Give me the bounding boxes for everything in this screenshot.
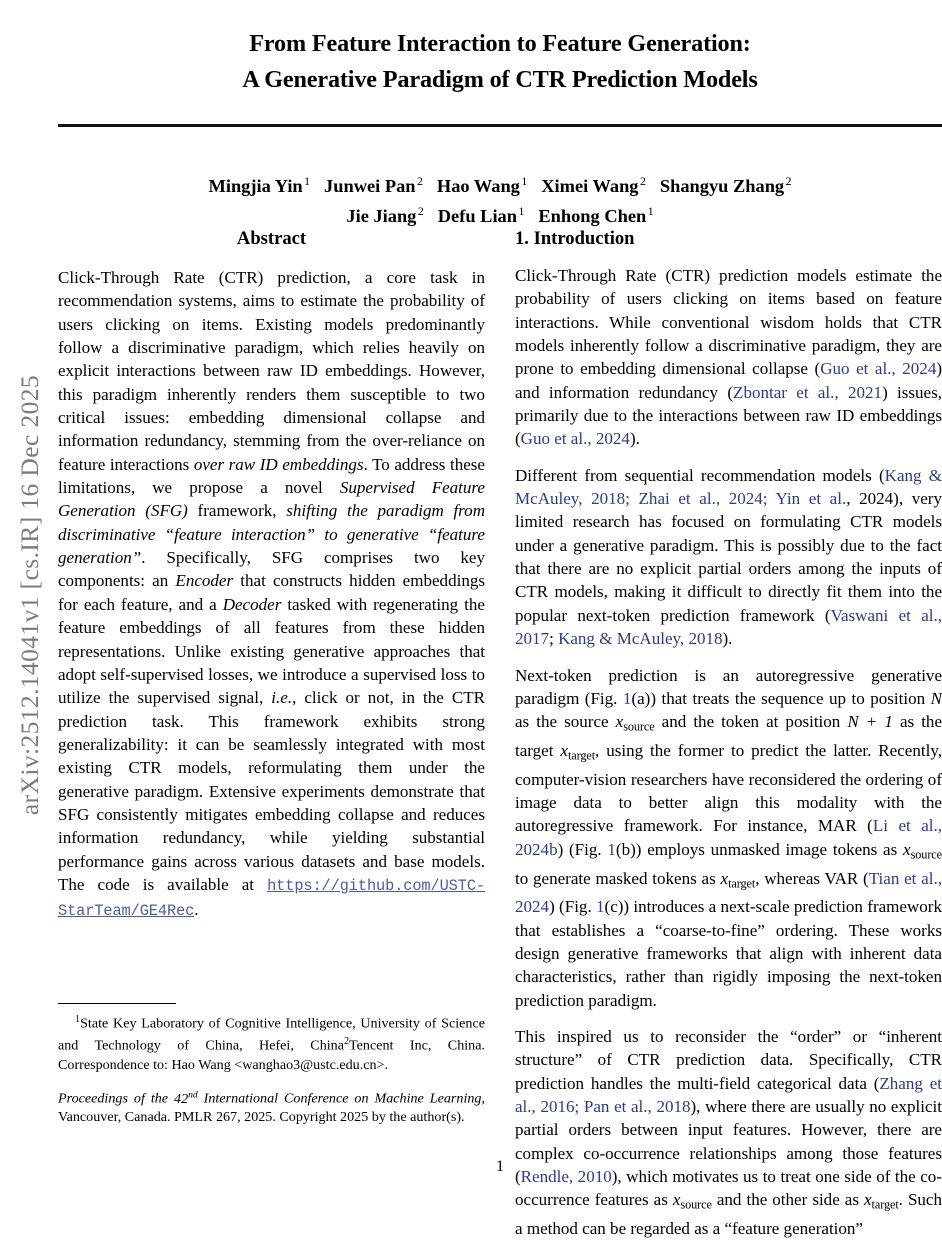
intro-paragraph-3: [515, 664, 942, 1013]
left-column: [58, 228, 485, 1168]
author: [660, 176, 792, 196]
citation-link[interactable]: Zhang et al., 2016: [515, 1073, 942, 1117]
abstract-heading: Abstract: [236, 228, 307, 249]
author-affiliation-marker: 2: [640, 175, 646, 188]
author-name: Enhong Chen: [538, 206, 647, 227]
paragraph-text: , 2024;: [715, 489, 776, 509]
abstract-emphasis: i.e.: [271, 688, 293, 708]
abstract-text: that constructs hidden embeddings for each feature, and a: [58, 571, 485, 614]
paragraph-text: ), which motivates us to treat one side of the co-occurrence features as: [515, 1167, 942, 1210]
math-variable: $x_{source}$: [903, 839, 942, 862]
paragraph-text: ).: [629, 429, 640, 449]
paragraph-text: . Such a method can be regarded as a “feature generation”: [515, 1190, 942, 1239]
paragraph-text: , 2018;: [578, 489, 639, 509]
paragraph-text: ;: [574, 1097, 584, 1117]
author-name: Hao Wang: [436, 176, 520, 197]
citation-link[interactable]: Tian et al., 2024: [515, 868, 942, 917]
author: [538, 206, 653, 226]
author: [541, 176, 646, 196]
author: [437, 176, 527, 196]
math-variable: $x_{target}$: [560, 740, 596, 763]
math-subscript: source: [910, 847, 942, 862]
author-affiliation-marker: 1: [518, 205, 525, 219]
intro-paragraph-1: [515, 264, 942, 451]
math-variable: $x_{source}$: [672, 1190, 712, 1212]
title-divider: [58, 124, 942, 127]
author-name: Jie Jiang: [346, 206, 417, 227]
author-affiliation-marker: 1: [304, 175, 311, 188]
paragraph-text: (c)) introduces a next-scale prediction framework that establishes a “coarse-to-fine” ordering. These works design generative frameworks that align with inherent data characteristics, rather than rigidly imposing the next-token prediction paradigm.: [515, 897, 942, 1010]
author-name: Mingjia Yin: [208, 176, 303, 197]
paragraph-text: ) issues, primarily due to the interactions between raw ID embeddings (: [515, 382, 942, 449]
footnote-text: State Key Laboratory of Cognitive Intelligence, University of Science and Technology of China, Hefei, China: [58, 1015, 485, 1054]
arxiv-stamp: [0, 0, 46, 1200]
abstract-text: framework,: [187, 501, 287, 521]
title-line-1: From Feature Interaction to Feature Generation:: [249, 30, 751, 57]
figure-reference-link[interactable]: 1: [622, 688, 632, 708]
title-line-2: A Generative Paradigm of CTR Prediction Models: [242, 66, 758, 93]
author-affiliation-marker: 2: [785, 175, 792, 188]
proceedings-ordinal: nd: [188, 1089, 198, 1101]
author-row-2: [58, 199, 942, 229]
abstract-paragraph: [58, 266, 485, 924]
math-variable: $x_{target}$: [863, 1190, 899, 1212]
abstract-emphasis: over raw ID embeddings: [193, 454, 364, 474]
abstract-text: , click or not, in the CTR prediction task. This framework exhibits strong generalizability: it can be seamlessly integrated with most existing CTR models, reformulating them under the generative paradigm. Extensive experiments demonstrate that SFG consistently mitigates embedding collapse and reduces information redundancy, while yielding substantial performance gains across various datasets and base models. The code is available at: [58, 688, 485, 894]
paragraph-text: ), where there are usually no explicit partial orders between input features. However, there are complex co-occurrence relationships among those features (: [515, 1097, 942, 1187]
paragraph-text: and the other side as: [711, 1190, 864, 1210]
page-number: 1: [496, 1158, 504, 1175]
footnote-text: Tencent Inc, China. Correspondence to: Hao Wang <wanghao3@ustc.edu.cn>.: [58, 1037, 486, 1073]
right-column: [515, 228, 942, 1239]
proceedings-note: [58, 1086, 485, 1127]
footnote-block: [58, 1003, 485, 1127]
two-column-body: [58, 228, 942, 1239]
abstract-text: tasked with regenerating the feature embeddings of all features from these hidden representations. Unlike existing generative approaches that adopt self-supervised losses, we introduce a supervised loss to utilize the supervised signal,: [58, 594, 485, 708]
abstract-emphasis: Supervised Feature Generation (SFG): [58, 478, 485, 521]
abstract-emphasis: Encoder: [175, 571, 234, 591]
paragraph-text: (a)) that treats the sequence up to position: [631, 688, 931, 708]
paragraph-text: ).: [722, 629, 733, 649]
paragraph-text: , using the former to predict the latter. Recently, computer-vision researchers have reconsidered the ordering of image data to better align this modality with the autoregressive framework. For instance, MAR (: [515, 740, 942, 836]
intro-paragraph-4: [515, 1025, 942, 1241]
author-affiliation-marker: 1: [521, 175, 528, 188]
paragraph-text: as the source: [515, 712, 616, 732]
abstract-emphasis: Decoder: [222, 594, 282, 614]
citation-link[interactable]: Li et al., 2024b: [515, 816, 942, 859]
citation-link[interactable]: Vaswani et al., 2017: [515, 605, 942, 649]
paragraph-text: Different from sequential recommendation models (: [515, 465, 885, 485]
paragraph-text: (b)) employs unmasked image tokens as: [615, 839, 904, 859]
author-name: Junwei Pan: [324, 176, 416, 197]
footnote-marker: 2: [343, 1036, 350, 1048]
author: [438, 206, 525, 226]
paragraph-text: , 2024), very limited research has focused on formulating CTR models under a generative paradigm. This is possibly due to the fact that there are no explicit partial orders among the inputs of CTR models, making it difficult to directly fit them into the popular next-token prediction framework (: [515, 489, 942, 625]
citation-link[interactable]: Zbontar et al., 2021: [733, 382, 883, 402]
abstract-text: . Specifically, SFG comprises two key components: an: [58, 548, 485, 591]
author-affiliation-marker: 2: [417, 205, 424, 219]
math-variable: $x_{source}$: [615, 712, 655, 734]
paragraph-text: ) (Fig.: [549, 897, 597, 917]
paragraph-text: Click-Through Rate (CTR) prediction models estimate the probability of users clicking on items based on feature interactions. While conventional wisdom holds that CTR models inherently follow a discriminative paradigm, they are prone to embedding dimensional collapse (: [515, 266, 942, 379]
math-subscript: target: [567, 748, 596, 763]
footnote-divider: [58, 1003, 176, 1004]
author: [346, 206, 423, 226]
author-row-1: [58, 169, 942, 199]
paragraph-text: This inspired us to reconsider the “order” or “inherent structure” of CTR prediction data. Specifically, CTR prediction handles the multi-field categorical data (: [515, 1027, 942, 1093]
citation-link[interactable]: Yin et al.: [775, 489, 847, 509]
proceedings-volume: [174, 1091, 198, 1107]
abstract-text: .: [194, 900, 199, 920]
introduction-heading: 1. Introduction: [515, 228, 635, 249]
math-subscript: target: [871, 1197, 899, 1212]
author: [208, 176, 310, 196]
paragraph-text: Next-token prediction is an autoregressive generative paradigm (Fig.: [515, 665, 942, 708]
proceedings-number: 42: [174, 1090, 189, 1107]
citation-link[interactable]: Pan et al., 2018: [583, 1097, 691, 1117]
citation-link[interactable]: Kang & McAuley: [515, 465, 942, 509]
abstract-text: Click-Through Rate (CTR) prediction, a core task in recommendation systems, aims to estimate the probability of users clicking on items. Existing models predominantly follow a discriminative paradigm, which relies heavily on explicit interactions between raw ID embeddings. However, this paradigm inherently renders them susceptible to two critical issues: embedding dimensional collapse and information redundancy, stemming from the over-reliance on feature interactions: [58, 268, 485, 474]
github-repo-link[interactable]: https://github.com/USTC-StarTeam/GE4Rec: [58, 876, 485, 921]
proceedings-text: Proceedings of the: [58, 1090, 175, 1107]
figure-reference-link[interactable]: 1: [596, 897, 605, 917]
paragraph-text: ) and information redundancy (: [515, 359, 942, 402]
citation-link[interactable]: Guo et al., 2024: [520, 429, 630, 449]
citation-link[interactable]: Guo et al., 2024: [820, 359, 937, 379]
author-name: Defu Lian: [437, 206, 517, 227]
paragraph-text: , whereas VAR (: [755, 868, 869, 888]
footnote-marker: 1: [75, 1014, 81, 1025]
page-title: [58, 0, 942, 98]
citation-link[interactable]: Rendle, 2010: [520, 1167, 612, 1187]
paragraph-text: as the target: [515, 712, 942, 760]
paper-page: [58, 0, 942, 1239]
arxiv-stamp-text: arXiv:2512.14041v1 [cs.IR] 16 Dec 2025: [15, 374, 44, 816]
math-variable: N: [930, 688, 942, 708]
citation-link[interactable]: Kang & McAuley, 2018: [558, 629, 723, 649]
author-name: Ximei Wang: [541, 176, 639, 197]
abstract-emphasis: shifting the paradigm from discriminative “feature interaction” to generative “feature generation”: [58, 501, 485, 568]
paragraph-text: and the token at position: [654, 712, 848, 732]
paragraph-text: ) (Fig.: [557, 839, 608, 859]
proceedings-text: , Vancouver, Canada. PMLR 267, 2025. Copyright 2025 by the author(s).: [58, 1090, 485, 1126]
math-subscript: source: [623, 719, 655, 734]
math-variable: $x_{target}$: [720, 868, 756, 890]
author-name: Shangyu Zhang: [659, 176, 785, 197]
author-list: [58, 135, 942, 229]
math-variable: N + 1: [847, 712, 893, 732]
proceedings-text: International Conference on Machine Learning: [197, 1090, 482, 1107]
intro-paragraph-2: [515, 464, 942, 651]
paragraph-text: ;: [549, 629, 559, 649]
affiliation-footnote: [58, 1011, 485, 1074]
author-affiliation-marker: 1: [647, 205, 654, 219]
math-subscript: source: [680, 1197, 712, 1212]
abstract-text: . To address these limitations, we propose a novel: [58, 454, 485, 498]
author: [324, 176, 423, 196]
paragraph-text: to generate masked tokens as: [515, 868, 721, 888]
author-affiliation-marker: 2: [417, 175, 423, 188]
math-subscript: target: [728, 875, 756, 890]
citation-link[interactable]: Zhai et al.: [638, 489, 716, 509]
figure-reference-link[interactable]: 1: [607, 839, 616, 859]
